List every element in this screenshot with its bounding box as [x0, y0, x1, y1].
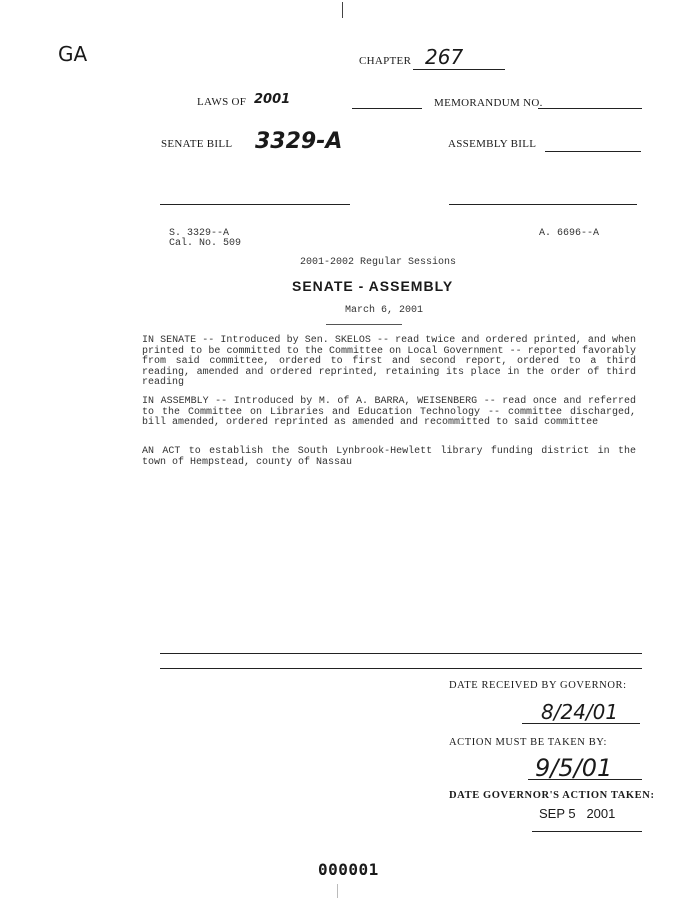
scan-mark-bottom — [337, 884, 338, 898]
senate-bill-label: SENATE BILL — [161, 138, 233, 150]
chapter-number: 267 — [425, 45, 464, 69]
assembly-bill-underline — [545, 151, 641, 152]
action-date-underline — [528, 779, 642, 780]
received-by-governor-label: DATE RECEIVED BY GOVERNOR: — [449, 680, 627, 691]
chamber-title: SENATE - ASSEMBLY — [292, 278, 454, 294]
memorandum-label: MEMORANDUM NO. — [434, 97, 543, 109]
separator-rule-top — [160, 653, 642, 654]
chapter-underline — [413, 69, 505, 70]
assembly-bill-label: ASSEMBLY BILL — [448, 138, 537, 150]
session-label: 2001-2002 Regular Sessions — [300, 257, 457, 268]
action-taken-underline — [532, 831, 642, 832]
left-signature-line — [160, 204, 350, 205]
senate-bill-number: 3329-A — [255, 129, 343, 154]
laws-of-label: LAWS OF — [197, 96, 247, 108]
separator-rule-bottom — [160, 668, 642, 669]
calendar-number: Cal. No. 509 — [169, 238, 242, 249]
chapter-label: CHAPTER — [359, 55, 412, 67]
right-signature-line — [449, 204, 637, 205]
handwritten-initials: GA — [58, 42, 88, 66]
laws-underline — [352, 108, 422, 109]
senate-print-number: S. 3329--A — [169, 228, 230, 239]
act-title-paragraph: AN ACT to establish the South Lynbrook-Hewlett library funding district in the town of Hempstead, county of Nassau — [142, 446, 636, 468]
received-date-underline — [522, 723, 640, 724]
received-by-governor-date: 8/24/01 — [541, 700, 619, 724]
bill-date: March 6, 2001 — [345, 305, 424, 316]
scan-mark — [342, 2, 343, 18]
action-must-be-taken-date: 9/5/01 — [535, 754, 613, 782]
date-underline — [326, 324, 402, 325]
page-number: 000001 — [318, 860, 379, 879]
assembly-print-number: A. 6696--A — [539, 228, 600, 239]
assembly-history-paragraph: IN ASSEMBLY -- Introduced by M. of A. BARRA, WEISENBERG -- read once and referred to the Committee on Libraries and Education Technology -- committee discharged, bill amended, ordered reprinted as amended and recommitted to said committee — [142, 396, 636, 428]
governor-action-taken-label: DATE GOVERNOR'S ACTION TAKEN: — [449, 790, 655, 801]
senate-history-paragraph: IN SENATE -- Introduced by Sen. SKELOS -- read twice and ordered printed, and when printed to be committed to the Committee on Local Government -- reported favorably from said committee, ordered to first and second report, ordered to a third reading, amended and ordered reprinted, retaining its place in the order of third reading — [142, 335, 636, 388]
laws-of-year: 2001 — [254, 92, 291, 107]
governor-action-taken-date: SEP 5 2001 — [539, 806, 616, 821]
memorandum-underline — [538, 108, 642, 109]
action-must-be-taken-label: ACTION MUST BE TAKEN BY: — [449, 737, 608, 748]
